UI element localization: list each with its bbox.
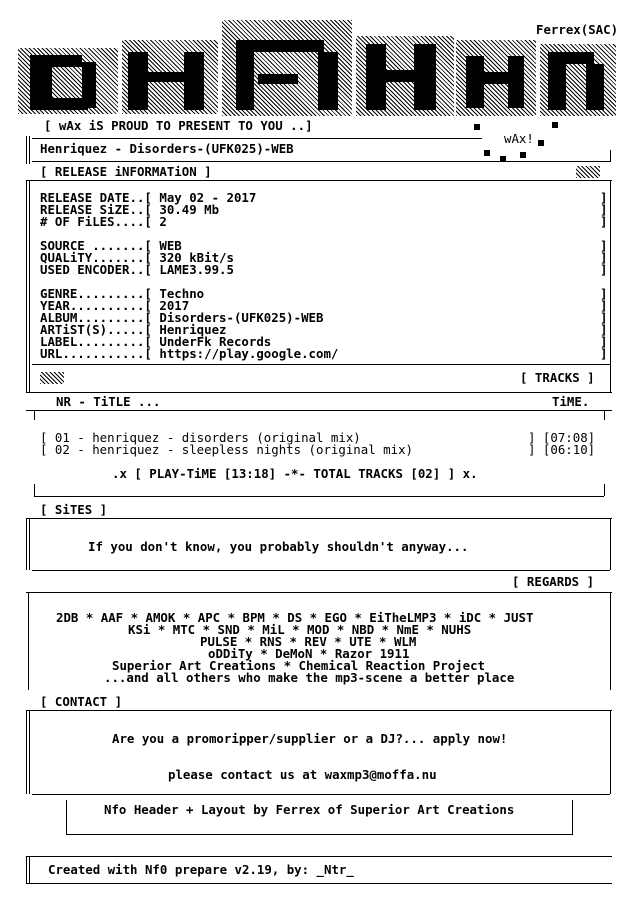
regards-line: PULSE * RNS * REV * UTE * WLM [200, 634, 417, 649]
tracks-col-time: TiME. [552, 394, 590, 409]
divider [26, 856, 612, 857]
info-line: RELEASE SiZE..[ 30.49 Mb [40, 202, 220, 217]
dither-block [576, 166, 600, 178]
border-left [26, 180, 30, 392]
info-line: QUALiTY.......[ 320 kBit/s [40, 250, 234, 265]
logo-badge: wAx! [504, 131, 534, 146]
info-line: ARTiST(S).....[ Henriquez [40, 322, 227, 337]
divider [26, 592, 612, 593]
info-line: YEAR..........[ 2017 [40, 298, 190, 313]
info-line: URL...........[ https://play.google.com/ [40, 346, 339, 361]
border-left [26, 518, 30, 570]
track-row: [ 02 - henriquez - sleepless nights (original mix) [40, 442, 413, 457]
regards-line: 2DB * AAF * AMOK * APC * BPM * DS * EGO * EiTheLMP3 * iDC * JUST [56, 610, 534, 625]
info-header: [ RELEASE iNFORMATiON ] [40, 164, 212, 179]
track-row: [ 01 - henriquez - disorders (original mix) [40, 430, 361, 445]
divider [26, 392, 612, 393]
nfo-page: Ferrex(SAC) [ wAx iS PROUD TO PRESENT TO YOU ..] wAx! Henriquez - Disorders-(UFK025)-WEB [ RELEASE iNFORMATiON ] RELEASE DATE..[ May 02 - 2017 RELEASE SiZE..[ 30.49 Mb # OF FiLES....[ 2 SOURCE .......[ WEB QUALiTY.......[ 320 kBit/s USED ENCODER..[ LAME3.99.5 GENRE.........[ Techno YEAR..........[ 2017 ALBUM.........[ Disorders-(UFK025)-WEB ARTiST(S).....[ Henriquez LABEL.........[ UnderFk Records URL...........[ https://play.google.com/ ] ] ] ] ] ] ] ] ] ] ] ] [ TRACKS ] NR - TiTLE ... TiME. [ 01 - henriquez - disorders (original mix) ] [07:08] [ 02 - henriquez - sleepless nights (original mix) ] [06:10] .x [ PLAY-TiME [13:18] -*- TOTAL TRACKS [02] ] x. [ SiTES ] If you don't know, you probably shouldn't anyway... [ REGARDS ] 2DB * AAF * AMOK * APC * BPM * DS * EGO * EiTheLMP3 * iDC * JUST KSi * MTC * SND * MiL * MOD * NBD * NmE * NUHS PULSE * RNS * REV * UTE * WLM oDDiTy * DeMoN * Razor 1911 Superior Art Creations * Chemical Reaction Project ...and all others who make the mp3-scene a better place [ CONTACT ] Are you a promoripper/supplier or a DJ?... apply now! please contact us at waxmp3@moffa.nu Nfo Header + Layout by Ferrex of Superior Art Creations Created with Nf0 prepare v2.19, by: _Ntr_ [0, 0, 632, 912]
border-left [28, 592, 29, 690]
divider [66, 834, 573, 835]
border-right [610, 180, 611, 392]
divider [32, 138, 482, 139]
contact-apply: Are you a promoripper/supplier or a DJ?... apply now! [112, 731, 508, 746]
regards-line: Superior Art Creations * Chemical Reaction Project [112, 658, 485, 673]
logo-tagline: [ wAx iS PROUD TO PRESENT TO YOU ..] [44, 118, 313, 133]
border-left [26, 856, 30, 884]
divider [26, 180, 612, 181]
border-right [610, 518, 611, 570]
border-left [26, 710, 30, 794]
border-right [610, 710, 611, 794]
info-line: ALBUM.........[ Disorders-(UFK025)-WEB [40, 310, 324, 325]
regards-line: oDDiTy * DeMoN * Razor 1911 [208, 646, 410, 661]
border-right [610, 592, 611, 690]
info-line: SOURCE .......[ WEB [40, 238, 182, 253]
sites-text: If you don't know, you probably shouldn't anyway... [88, 539, 469, 554]
divider [32, 794, 610, 795]
border-left [66, 800, 67, 834]
contact-email: please contact us at waxmp3@moffa.nu [168, 767, 437, 782]
playtime-summary: .x [ PLAY-TiME [13:18] -*- TOTAL TRACKS [02] ] x. [112, 466, 478, 481]
release-title: Henriquez - Disorders-(UFK025)-WEB [40, 141, 294, 156]
border-left [26, 136, 30, 164]
regards-line: ...and all others who make the mp3-scene a better place [104, 670, 515, 685]
info-line: LABEL.........[ UnderFk Records [40, 334, 272, 349]
info-line: # OF FiLES....[ 2 [40, 214, 167, 229]
border-left [34, 410, 35, 420]
divider [26, 710, 612, 711]
track-time: ] [07:08] [528, 430, 596, 445]
regards-line: KSi * MTC * SND * MiL * MOD * NBD * NmE * NUHS [128, 622, 472, 637]
info-line: GENRE.........[ Techno [40, 286, 205, 301]
contact-header: [ CONTACT ] [40, 694, 123, 709]
border-left [34, 484, 35, 496]
border-right [604, 410, 605, 420]
dither-block [40, 372, 64, 384]
divider [26, 410, 612, 411]
border-right [572, 800, 573, 834]
border-right [610, 150, 611, 162]
regards-header: [ REGARDS ] [512, 574, 595, 589]
divider [26, 883, 612, 884]
sites-header: [ SiTES ] [40, 502, 108, 517]
divider [32, 161, 610, 162]
divider [26, 518, 612, 519]
track-time: ] [06:10] [528, 442, 596, 457]
info-line: USED ENCODER..[ LAME3.99.5 [40, 262, 234, 277]
border-right [604, 484, 605, 496]
tracks-col-title: NR - TiTLE ... [56, 394, 161, 409]
info-line: RELEASE DATE..[ May 02 - 2017 [40, 190, 257, 205]
tracks-header: [ TRACKS ] [520, 370, 595, 385]
divider [32, 570, 610, 571]
divider [34, 496, 604, 497]
footer-credit: Nfo Header + Layout by Ferrex of Superior Art Creations [104, 802, 515, 817]
created-with: Created with Nf0 prepare v2.19, by: _Ntr_ [48, 862, 354, 877]
logo-signature: Ferrex(SAC) [536, 22, 619, 37]
divider [32, 364, 610, 365]
